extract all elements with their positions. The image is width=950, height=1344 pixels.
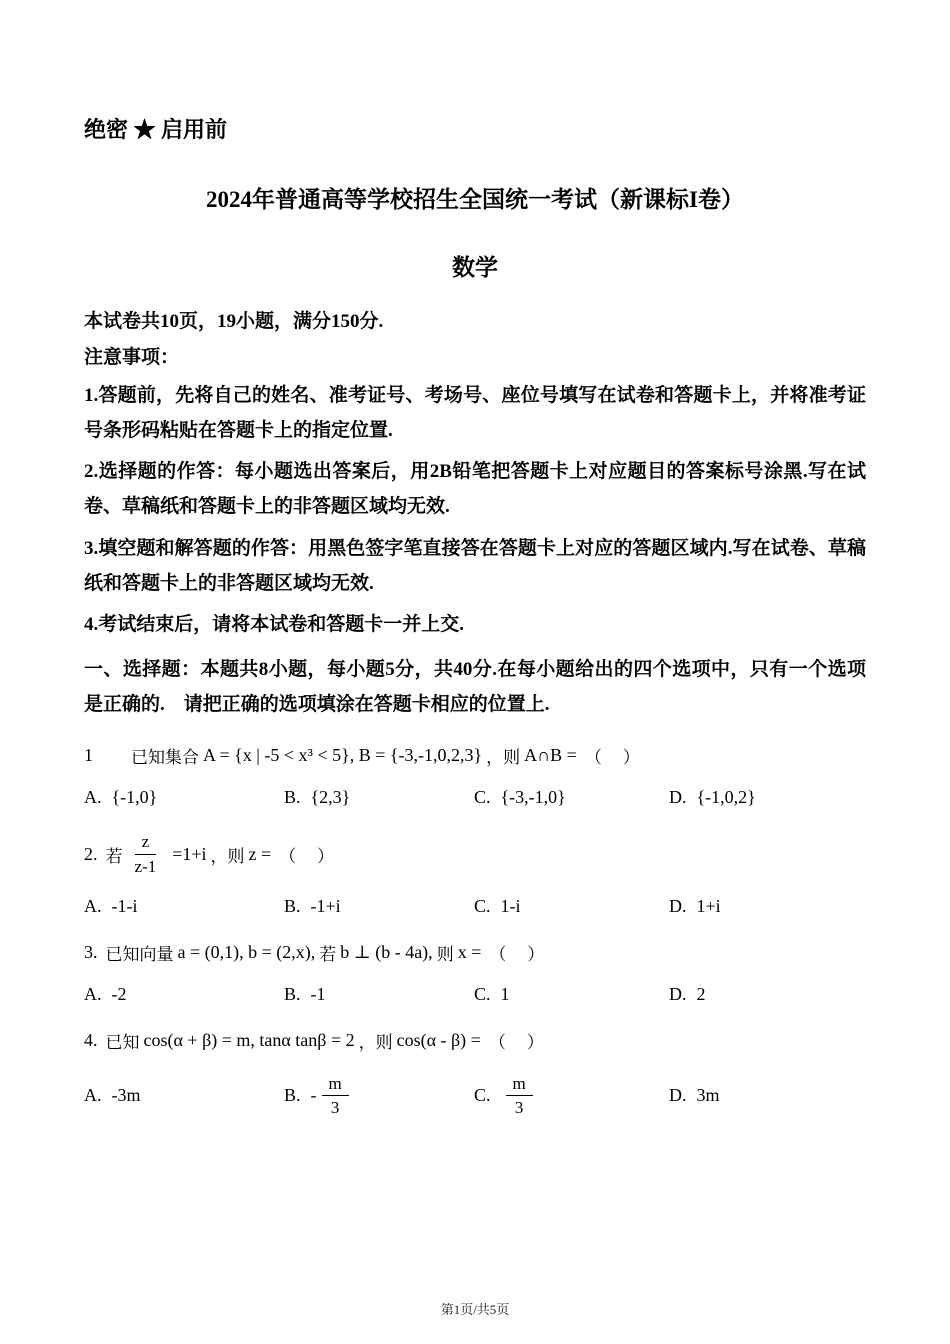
question-3-answer-blank: （ ） bbox=[489, 945, 547, 965]
question-2-expression: =1+i bbox=[172, 843, 207, 864]
option-label: B. bbox=[284, 896, 301, 917]
question-4-option-a bbox=[84, 1085, 284, 1106]
question-3-stem bbox=[84, 938, 866, 968]
notice-item-4: 4.考试结束后，请将本试卷和答题卡一并上交. bbox=[84, 613, 465, 635]
option-value: 3m bbox=[696, 1085, 720, 1106]
option-value: {-3,-1,0} bbox=[500, 786, 566, 807]
page-indicator: 第1页/共5页 bbox=[440, 1302, 510, 1317]
question-4-option-c bbox=[474, 1070, 669, 1122]
question-4-option-b bbox=[284, 1070, 474, 1122]
question-4-stem bbox=[84, 1026, 866, 1056]
question-2-target-expression: z = bbox=[248, 843, 272, 864]
question-4-option-d bbox=[669, 1085, 866, 1106]
question-2-option-b bbox=[284, 896, 474, 917]
option-value: 1+i bbox=[696, 896, 721, 917]
question-3-text: 已知向量 bbox=[105, 945, 174, 965]
fraction-denominator: z-1 bbox=[134, 856, 157, 876]
option-label: A. bbox=[84, 984, 102, 1005]
question-2-connector: ，则 bbox=[210, 846, 245, 866]
question-1-connector: ，则 bbox=[486, 747, 521, 767]
option-value: {-1,0} bbox=[111, 786, 158, 807]
question-2-option-c bbox=[474, 896, 669, 917]
option-value: {-1,0,2} bbox=[696, 786, 756, 807]
paper-info: 本试卷共10页，19小题，满分150分. bbox=[84, 311, 384, 332]
option-label: A. bbox=[84, 1085, 102, 1106]
option-label: D. bbox=[669, 896, 687, 917]
option-label: C. bbox=[474, 786, 491, 807]
section-one-title: 一、选择题：本题共8小题，每小题5分，共40分.在每小题给出的四个选项中，只有一个选项是正确的. 请把正确的选项填涂在答题卡相应的位置上. bbox=[84, 658, 866, 716]
question-3-vectors-expression: a = (0,1), b = (2,x), bbox=[177, 942, 316, 963]
question-1-number: 1 bbox=[84, 744, 93, 765]
option-value: -1-i bbox=[111, 896, 138, 917]
option-value: -1+i bbox=[310, 896, 341, 917]
question-4-options bbox=[84, 1070, 866, 1122]
option-label: D. bbox=[669, 1085, 687, 1106]
question-1-stem bbox=[84, 740, 866, 770]
question-1-text: 已知集合 bbox=[131, 747, 199, 767]
option-label: C. bbox=[474, 984, 491, 1005]
option-label: A. bbox=[84, 786, 102, 807]
question-3-number: 3. bbox=[84, 942, 98, 963]
option-label: C. bbox=[474, 1085, 491, 1106]
option-label: D. bbox=[669, 786, 687, 807]
question-4-answer-blank: （ ） bbox=[488, 1033, 546, 1053]
subject-title: 数学 bbox=[452, 255, 498, 280]
question-4 bbox=[84, 1026, 866, 1122]
question-3-option-d bbox=[669, 984, 866, 1005]
fraction bbox=[128, 831, 164, 877]
question-3-option-b bbox=[284, 984, 474, 1005]
question-2-options bbox=[84, 894, 866, 920]
question-2-answer-blank: （ ） bbox=[279, 846, 337, 866]
question-1-target-expression: A∩B = bbox=[524, 744, 577, 765]
option-value: -3m bbox=[111, 1085, 141, 1106]
question-4-text: 已知 bbox=[105, 1033, 140, 1053]
option-value: 2 bbox=[696, 984, 706, 1005]
question-1-options bbox=[84, 784, 866, 810]
question-2-text: 若 bbox=[105, 846, 123, 866]
question-1-option-a bbox=[84, 787, 284, 808]
question-4-number: 4. bbox=[84, 1030, 98, 1051]
fraction-numerator: m bbox=[322, 1073, 349, 1096]
question-2-option-a bbox=[84, 896, 284, 917]
question-1 bbox=[84, 740, 866, 810]
question-4-expression: cos(α + β) = m, tanα tanβ = 2 bbox=[143, 1030, 355, 1051]
question-1-option-b bbox=[284, 787, 474, 808]
question-1-option-c bbox=[474, 787, 669, 808]
question-1-expression: A = {x | -5 < x³ < 5}, B = {-3,-1,0,2,3} bbox=[203, 744, 483, 765]
classification-label: 绝密 ★ 启用前 bbox=[84, 117, 228, 142]
option-value: 1 bbox=[500, 984, 510, 1005]
question-3-condition-word: 若 bbox=[319, 945, 337, 965]
question-2-number: 2. bbox=[84, 843, 98, 864]
question-2 bbox=[84, 828, 866, 920]
notices-title: 注意事项： bbox=[84, 347, 180, 368]
question-3 bbox=[84, 938, 866, 1008]
question-1-answer-blank: （ ） bbox=[584, 747, 642, 767]
fraction bbox=[506, 1073, 533, 1119]
option-value: -1 bbox=[310, 984, 326, 1005]
question-1-option-d bbox=[669, 787, 866, 808]
exam-title: 2024年普通高等学校招生全国统一考试（新课标I卷） bbox=[206, 187, 744, 212]
option-label: B. bbox=[284, 1085, 301, 1106]
question-3-target-expression: x = bbox=[457, 942, 482, 963]
question-2-stem bbox=[84, 828, 866, 880]
fraction-denominator: 3 bbox=[514, 1098, 524, 1118]
fraction-numerator: z bbox=[135, 831, 157, 854]
option-label: B. bbox=[284, 786, 301, 807]
notice-item-2: 2.选择题的作答：每小题选出答案后，用2B铅笔把答题卡上对应题目的答案标号涂黑.写在试卷、草稿纸和答题卡上的非答题区域均无效. bbox=[84, 461, 866, 518]
option-value: -2 bbox=[111, 984, 127, 1005]
question-3-connector: 则 bbox=[436, 945, 454, 965]
fraction-denominator: 3 bbox=[330, 1098, 340, 1118]
question-2-option-d bbox=[669, 896, 866, 917]
option-label: D. bbox=[669, 984, 687, 1005]
option-minus-sign: - bbox=[310, 1085, 317, 1106]
option-value: 1-i bbox=[500, 896, 521, 917]
question-3-options bbox=[84, 982, 866, 1008]
option-label: A. bbox=[84, 896, 102, 917]
option-value: {2,3} bbox=[310, 786, 351, 807]
fraction bbox=[322, 1073, 349, 1119]
notice-item-1: 1.答题前，先将自己的姓名、准考证号、考场号、座位号填写在试卷和答题卡上，并将准考证号条形码粘贴在答题卡上的指定位置. bbox=[84, 385, 866, 442]
question-3-option-a bbox=[84, 984, 284, 1005]
option-label: B. bbox=[284, 984, 301, 1005]
notice-item-3: 3.填空题和解答题的作答：用黑色签字笔直接答在答题卡上对应的答题区域内.写在试卷、草稿纸和答题卡上的非答题区域均无效. bbox=[84, 537, 866, 594]
fraction-numerator: m bbox=[506, 1073, 533, 1096]
question-3-perpendicular-expression: b ⊥ (b - 4a), bbox=[340, 942, 433, 963]
option-label: C. bbox=[474, 896, 491, 917]
question-4-connector: ，则 bbox=[358, 1033, 393, 1053]
question-3-option-c bbox=[474, 984, 669, 1005]
page-footer bbox=[0, 1299, 950, 1318]
question-4-target-expression: cos(α - β) = bbox=[396, 1030, 481, 1051]
